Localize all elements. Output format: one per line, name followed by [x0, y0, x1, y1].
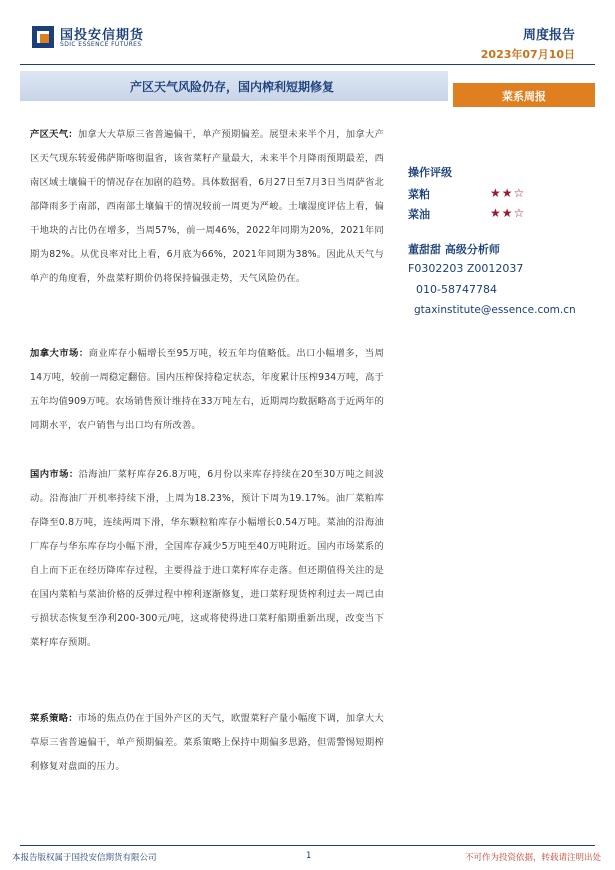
footer-disclaimer: 不可作为投资依据，转载请注明出处 [464, 853, 601, 863]
section-text: 市场的焦点仍在于国外产区的天气，欧盟菜籽产量小幅度下调，加拿大大草原三省普遍偏干，单产预期偏差。菜系策略上保持中期偏多思路，但需警惕短期榨利修复对盘面的压力。 [30, 713, 384, 772]
section-text: 商业库存小幅增长至95万吨，较五年均值略低。出口小幅增多，当周14万吨，较前一周稳定翻倍。国内压榨保持稳定状态，年度累计压榨934万吨，高于五年均值909万吨。农场销售预计维持在33万吨左右，近期周均数据略高于近两年的同期水平，农户销售与出口均有所改善。 [30, 348, 385, 431]
title-banner [20, 71, 595, 107]
rating-stars-icon: ★★☆ [490, 206, 526, 220]
section-canada-market [30, 342, 384, 438]
section-text: 沿海油厂菜籽库存26.8万吨，6月份以来库存持续在20至30万吨之间波动。沿海油厂开机率持续下滑，上周为18.23%，预计下周为19.17%。油厂菜粕库存降至0.8万吨，连续两周下滑，华东颗粒粕库存小幅增长0.54万吨。菜油的沿海油厂库存与华东库存均小幅下滑，全国库存减少5万吨至40万吨附近。国内市场菜系的自上而下正在经历降库存过程，主要得益于进口菜籽库存走落。但还期值得关注的是在国内菜粕与菜油价格的反弹过程中榨利逐渐修复，进口菜籽现货榨利过去一周已由亏损状态恢复至净利200-300元/吨，这或将使得进口菜籽船期重新出现，改变当下菜籽库存预期。 [30, 469, 384, 648]
company-logo [32, 24, 172, 52]
analyst-email[interactable]: gtaxinstitute@essence.com.cn [414, 304, 576, 316]
rating-row-oil [408, 206, 608, 226]
analyst-phone: 010-58747784 [416, 283, 497, 296]
report-title: 产区天气风险仍存，国内榨利短期修复 [130, 80, 335, 94]
page-number: 1 [306, 851, 312, 861]
analyst-certificate: F0302203 Z0012037 [408, 262, 524, 275]
logo-name-cn: 国投安信期货 [60, 28, 145, 43]
analyst-name: 董甜甜 高级分析师 [408, 243, 500, 256]
section-weather [30, 123, 384, 291]
category-label: 菜系周报 [502, 90, 546, 103]
section-label: 产区天气： [30, 129, 78, 140]
rating-name: 菜粕 [408, 188, 430, 201]
logo-mark-icon [32, 26, 54, 48]
rating-row-meal [408, 186, 608, 206]
rating-stars-icon: ★★☆ [490, 186, 526, 200]
rating-name: 菜油 [408, 208, 430, 221]
section-text: 加拿大大草原三省普遍偏干，单产预期偏差。展望未来半个月，加拿大产区天气现东转爱佛萨斯喀彻温省，该省菜籽产量最大，未来半个月降雨预期最差，西南区域土壤偏干的情况存在加剧的趋势。具体数据看，6月27日至7月3日当周萨省北部降雨多于南部，西南部土壤偏干的情况较前一周更为严峻。土壤湿度评估上看，偏干地块的占比仍在增多，当周57%，前一周46%，2022年同期为20%，2021年同期为82%。从优良率对比上看，6月底为66%，2021年同期为38%。因此从天气与单产的角度看，外盘菜籽期价仍将保持偏强走势，天气风险仍在。 [30, 129, 384, 284]
footer-copyright: 本报告版权属于国投安信期货有限公司 [12, 853, 157, 863]
section-label: 菜系策略： [30, 713, 78, 724]
rating-title: 操作评级 [408, 166, 452, 179]
report-type: 周度报告 [522, 28, 575, 43]
section-strategy [30, 707, 384, 779]
title-banner-bar [20, 71, 448, 101]
category-badge [453, 83, 595, 107]
footer-divider [20, 845, 595, 846]
section-label: 国内市场： [30, 469, 79, 480]
section-domestic-market [30, 463, 384, 655]
section-label: 加拿大市场： [30, 348, 89, 359]
header-divider [20, 64, 595, 65]
logo-name-en: SDIC ESSENCE FUTURES [60, 41, 142, 48]
report-date: 2023年07月10日 [480, 48, 575, 61]
